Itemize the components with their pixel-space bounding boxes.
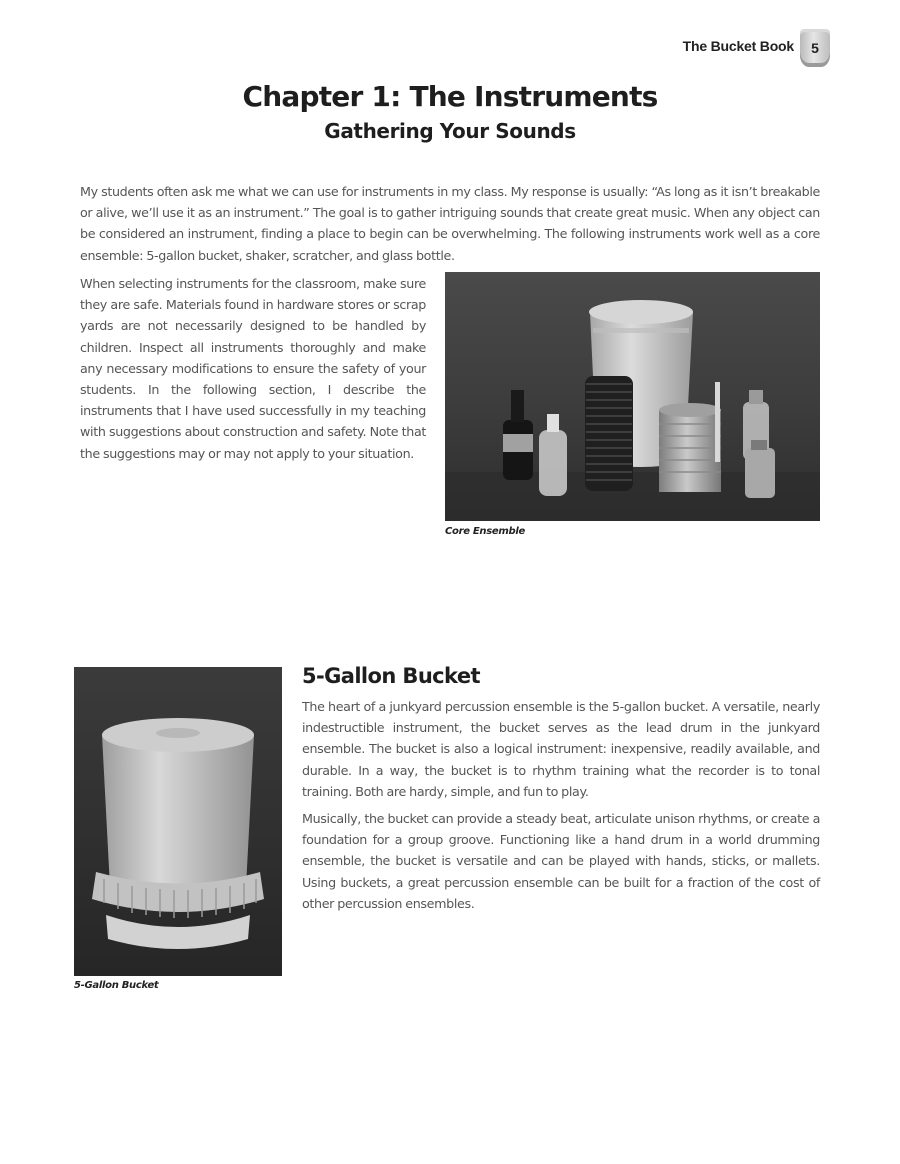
core-ensemble-caption: Core Ensemble (445, 526, 525, 537)
chapter-subtitle: Gathering Your Sounds (324, 119, 576, 143)
bucket-paragraph-1: The heart of a junkyard percussion ensemble is the 5-gallon bucket. A versatile, nearly indestructible instrument, the bucket serves as the lead drum in the junkyard ensemble. The bucket is also a logical instrument: inexpensive, readily available, and durable. In a way, the bucket is to rhythm training what the recorder is to tonal training. Both are hardy, simple, and fun to play. (302, 699, 820, 799)
section-title-5-gallon-bucket: 5-Gallon Bucket (302, 664, 480, 688)
chapter-title: Chapter 1: The Instruments (242, 80, 658, 113)
bucket-paragraph-2: Musically, the bucket can provide a steady beat, articulate unison rhythms, or create a foundation for a group groove. Functioning like a hand drum in a world drumming ensemble, the bucket is versatile and can be played with hands, sticks, or mallets. Using buckets, a great percussion ensemble can be built for a fraction of the cost of other percussion ensembles. (302, 811, 820, 911)
intro-paragraph: My students often ask me what we can use for instruments in my class. My response is usually: “As long as it isn’t breakable or alive, we’ll use it as an instrument.” The goal is to gather intriguing sounds that create great music. When any object can be considered an instrument, finding a place to begin can be overwhelming. The following instruments work well as a core ensemble: 5-gallon bucket, shaker, scratcher, and glass bottle. (80, 184, 820, 263)
bucket-photo (74, 667, 282, 976)
core-ensemble-photo (445, 272, 820, 521)
page-number-bucket-badge (800, 29, 830, 67)
bucket-photo-caption: 5-Gallon Bucket (74, 980, 159, 991)
selection-paragraph: When selecting instruments for the classroom, make sure they are safe. Materials found in hardware stores or scrap yards are not necessarily designed to be handled by children. Inspect all instruments thoroughly and make any necessary modifications to ensure the safety of your students. In the following section, I describe the instruments that I have used successfully in my teaching with suggestions about construction and safety. Note that the suggestions may or may not apply to your situation. (80, 276, 426, 461)
page-number: 5 (811, 40, 819, 56)
running-header-title: The Bucket Book (682, 38, 794, 54)
